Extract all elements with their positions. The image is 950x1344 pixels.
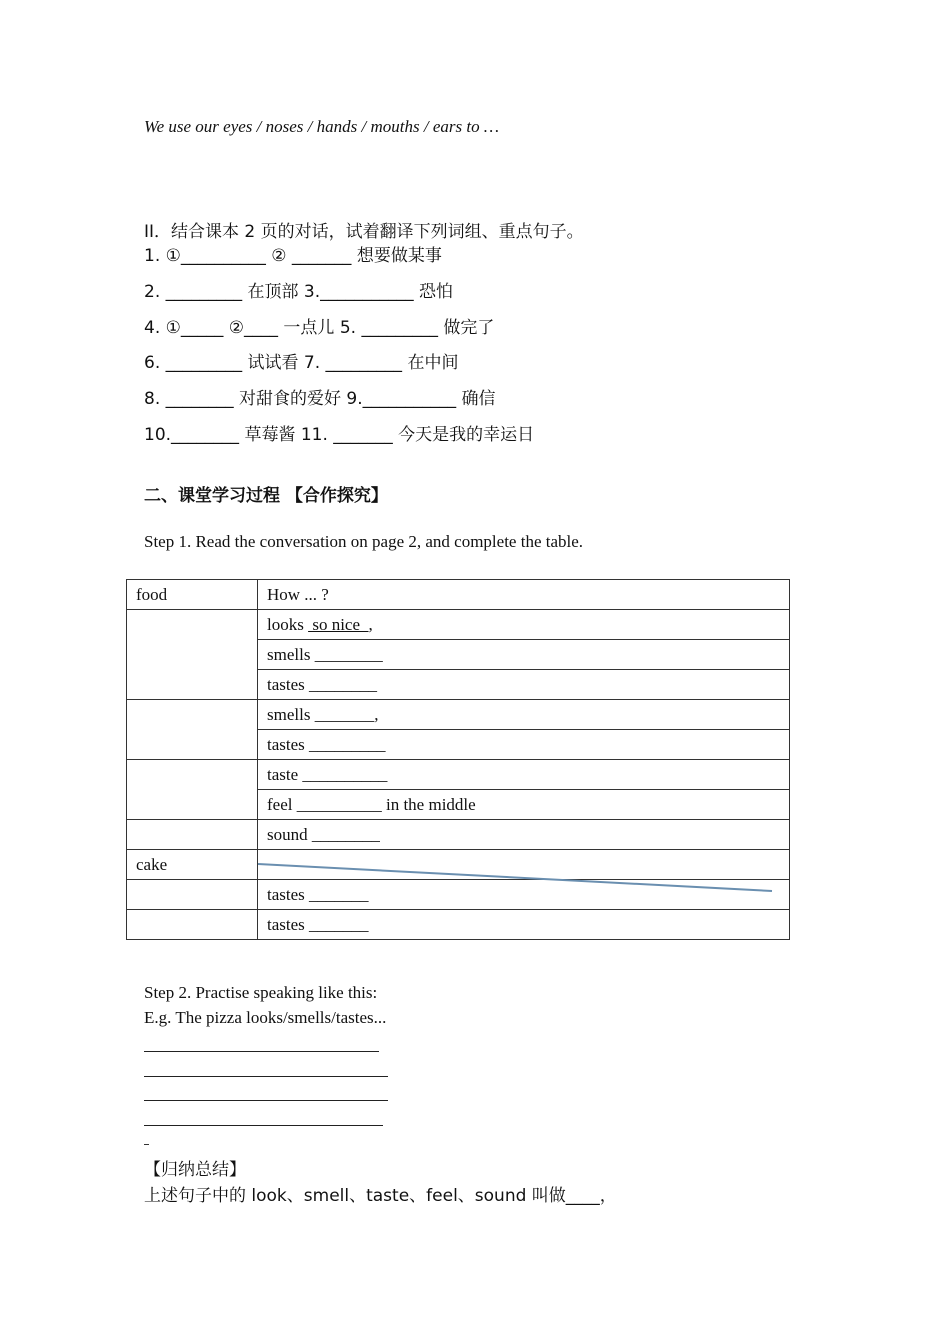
translation-line-1: 1. ①__________ ② _______ 想要做某事 (144, 246, 442, 266)
class-process-heading: 二、课堂学习过程 【合作探究】 (144, 486, 388, 506)
table-cell-tastes[interactable]: tastes ________ (258, 670, 790, 700)
table-cell-taste[interactable]: taste __________ (258, 760, 790, 790)
table-cell-food-blank[interactable] (127, 910, 258, 940)
table-cell-tastes[interactable]: tastes _______ (258, 880, 790, 910)
table-cell-food-blank[interactable] (127, 760, 258, 820)
table-cell-looks: looks so nice , (258, 610, 790, 640)
table-cell-smells[interactable]: smells _______, (258, 700, 790, 730)
step-2-instruction: Step 2. Practise speaking like this: (144, 983, 378, 1002)
translation-line-4: 6. _________ 试试看 7. _________ 在中间 (144, 353, 459, 373)
answer-line-4[interactable] (144, 1125, 383, 1126)
summary-text: 上述句子中的 look、smell、taste、feel、sound 叫做____， (144, 1186, 617, 1206)
translation-line-3: 4. ①_____ ②____ 一点儿 5. _________ 做完了 (144, 318, 495, 338)
summary-title: 【归纳总结】 (144, 1160, 246, 1180)
table-row (127, 700, 790, 730)
intro-sentence: We use our eyes / noses / hands / mouths / ears to … (144, 117, 499, 136)
answer-line-3[interactable] (144, 1100, 388, 1101)
table-cell-tastes[interactable]: tastes _________ (258, 730, 790, 760)
answer-line-1[interactable] (144, 1051, 379, 1052)
short-dash-mark (144, 1144, 149, 1145)
table-row (127, 580, 790, 610)
translation-line-2: 2. _________ 在顶部 3.___________ 恐怕 (144, 282, 454, 302)
table-cell-cake: cake (127, 850, 258, 880)
table-cell-food-blank[interactable] (127, 700, 258, 760)
table-row (127, 760, 790, 790)
table-cell-feel[interactable]: feel __________ in the middle (258, 790, 790, 820)
table-row (127, 820, 790, 850)
answer-line-2[interactable] (144, 1076, 388, 1077)
translation-line-6: 10.________ 草莓酱 11. _______ 今天是我的幸运日 (144, 425, 535, 445)
table-cell-food: food (127, 580, 258, 610)
table-cell-smells[interactable]: smells ________ (258, 640, 790, 670)
table-row (127, 910, 790, 940)
table-cell-food-blank[interactable] (127, 880, 258, 910)
table-cell-sound[interactable]: sound ________ (258, 820, 790, 850)
table-cell-tastes[interactable]: tastes _______ (258, 910, 790, 940)
diagonal-strike-line (258, 862, 790, 892)
translation-line-5: 8. ________ 对甜食的爱好 9.___________ 确信 (144, 389, 496, 409)
table-row (127, 610, 790, 640)
table-cell-how: How ... ? (258, 580, 790, 610)
step-1-instruction: Step 1. Read the conversation on page 2, and complete the table. (144, 532, 584, 551)
table-cell-food-blank[interactable] (127, 610, 258, 700)
step-2-example: E.g. The pizza looks/smells/tastes... (144, 1008, 387, 1027)
table-cell-food-blank[interactable] (127, 820, 258, 850)
section-2-title: II．结合课本 2 页的对话，试着翻译下列词组、重点句子。 (144, 222, 584, 242)
